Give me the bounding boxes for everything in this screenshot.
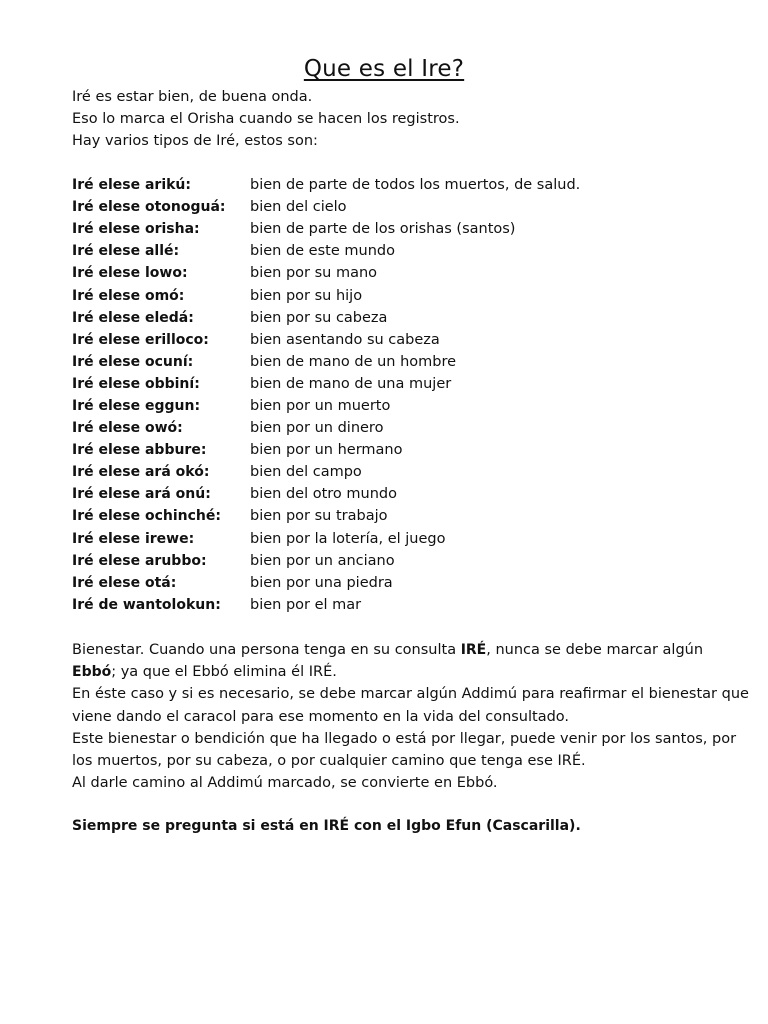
intro-paragraph	[72, 86, 712, 152]
ire-type-meaning: bien por su mano	[250, 265, 378, 282]
ire-type-row	[72, 329, 712, 351]
ire-keyword: IRÉ	[460, 642, 487, 658]
ire-type-meaning: bien del otro mundo	[250, 486, 397, 503]
ire-type-meaning: bien de mano de una mujer	[250, 375, 452, 392]
ire-type-meaning: bien por la lotería, el juego	[250, 530, 446, 547]
ire-type-row	[72, 373, 712, 395]
ire-type-row	[72, 218, 712, 240]
ire-type-meaning: bien por un hermano	[250, 442, 403, 459]
body-line: Al darle camino al Addimú marcado, se convierte en Ebbó.	[72, 775, 498, 792]
intro-line: Iré es estar bien, de buena onda.	[72, 89, 313, 105]
closing-statement: Siempre se pregunta si está en IRÉ con el Igbo Efun (Cascarilla).	[72, 818, 581, 834]
ire-type-name: Iré elese allé:	[72, 243, 180, 260]
ire-type-row	[72, 572, 712, 594]
ire-type-name: Iré de wantolokun:	[72, 596, 221, 613]
ire-type-meaning: bien por un muerto	[250, 397, 391, 414]
ebbo-keyword: Ebbó	[72, 664, 112, 681]
body-line: En éste caso y si es necesario, se debe marcar algún Addimú para reafirmar el bienestar que	[72, 686, 749, 703]
ire-type-name: Iré elese ará onú:	[72, 486, 211, 503]
ire-type-row	[72, 284, 712, 306]
ire-type-name: Iré elese erilloco:	[72, 331, 209, 348]
ire-type-meaning: bien por su cabeza	[250, 309, 388, 326]
ire-type-name: Iré elese orisha:	[72, 221, 200, 238]
ire-type-row	[72, 395, 712, 417]
ire-type-row	[72, 351, 712, 373]
ire-type-name: Iré elese eledá:	[72, 309, 194, 326]
body-line	[72, 639, 712, 661]
ire-type-meaning: bien de parte de los orishas (santos)	[250, 221, 516, 238]
ire-type-name: Iré elese ará okó:	[72, 464, 210, 481]
body-paragraph	[72, 639, 749, 794]
ire-type-row	[72, 307, 712, 329]
ire-type-name: Iré elese otá:	[72, 574, 177, 591]
intro-line: Eso lo marca el Orisha cuando se hacen los registros.	[72, 111, 460, 127]
body-text: , nunca se debe marcar algún	[486, 642, 704, 658]
ire-type-row	[72, 417, 712, 439]
ire-type-name: Iré elese irewe:	[72, 530, 195, 547]
ire-type-row	[72, 483, 712, 505]
ire-type-name: Iré elese arikú:	[72, 177, 191, 194]
body-line: viene dando el caracol para ese momento en la vida del consultado.	[72, 708, 570, 725]
ire-type-name: Iré elese owó:	[72, 420, 183, 437]
body-text: Bienestar. Cuando una persona tenga en su consulta	[72, 642, 461, 658]
ire-type-meaning: bien de este mundo	[250, 243, 395, 260]
body-line: los muertos, por su cabeza, o por cualquier camino que tenga ese IRÉ.	[72, 753, 586, 770]
ire-type-row	[72, 461, 712, 483]
ire-type-meaning: bien del campo	[250, 464, 362, 481]
ire-type-name: Iré elese obbiní:	[72, 375, 200, 392]
ire-type-meaning: bien por un dinero	[250, 420, 384, 437]
ire-type-meaning: bien asentando su cabeza	[250, 331, 440, 348]
ire-type-name: Iré elese abbure:	[72, 442, 207, 459]
ire-types-list	[72, 174, 712, 616]
ire-type-name: Iré elese ocuní:	[72, 353, 194, 370]
ire-type-meaning: bien del cielo	[250, 199, 347, 216]
ire-type-name: Iré elese lowo:	[72, 265, 188, 282]
ire-type-meaning: bien de mano de un hombre	[250, 353, 457, 370]
ire-type-row	[72, 174, 712, 196]
ire-type-name: Iré elese ochinché:	[72, 508, 221, 525]
ire-type-name: Iré elese arubbo:	[72, 552, 207, 569]
ire-type-row	[72, 505, 712, 527]
body-line: Este bienestar o bendición que ha llegado o está por llegar, puede venir por los santos, por	[72, 730, 737, 747]
ire-type-meaning: bien por un anciano	[250, 552, 395, 569]
ire-type-row	[72, 528, 712, 550]
ire-type-name: Iré elese eggun:	[72, 397, 201, 414]
ire-type-name: Iré elese omó:	[72, 287, 185, 304]
ire-type-meaning: bien por el mar	[250, 596, 362, 613]
body-line	[72, 661, 712, 683]
ire-type-meaning: bien por una piedra	[250, 574, 393, 591]
intro-line: Hay varios tipos de Iré, estos son:	[72, 133, 318, 149]
body-text: ; ya que el Ebbó elimina él IRÉ.	[111, 664, 337, 681]
ire-type-meaning: bien de parte de todos los muertos, de salud.	[250, 177, 581, 194]
ire-type-row	[72, 594, 712, 616]
ire-type-row	[72, 550, 712, 572]
ire-type-row	[72, 196, 712, 218]
ire-type-row	[72, 240, 712, 262]
ire-type-name: Iré elese otonoguá:	[72, 199, 226, 216]
page-title: Que es el Ire?	[303, 56, 465, 82]
ire-type-meaning: bien por su trabajo	[250, 508, 388, 525]
ire-type-row	[72, 262, 712, 284]
ire-type-row	[72, 439, 712, 461]
ire-type-meaning: bien por su hijo	[250, 287, 363, 304]
